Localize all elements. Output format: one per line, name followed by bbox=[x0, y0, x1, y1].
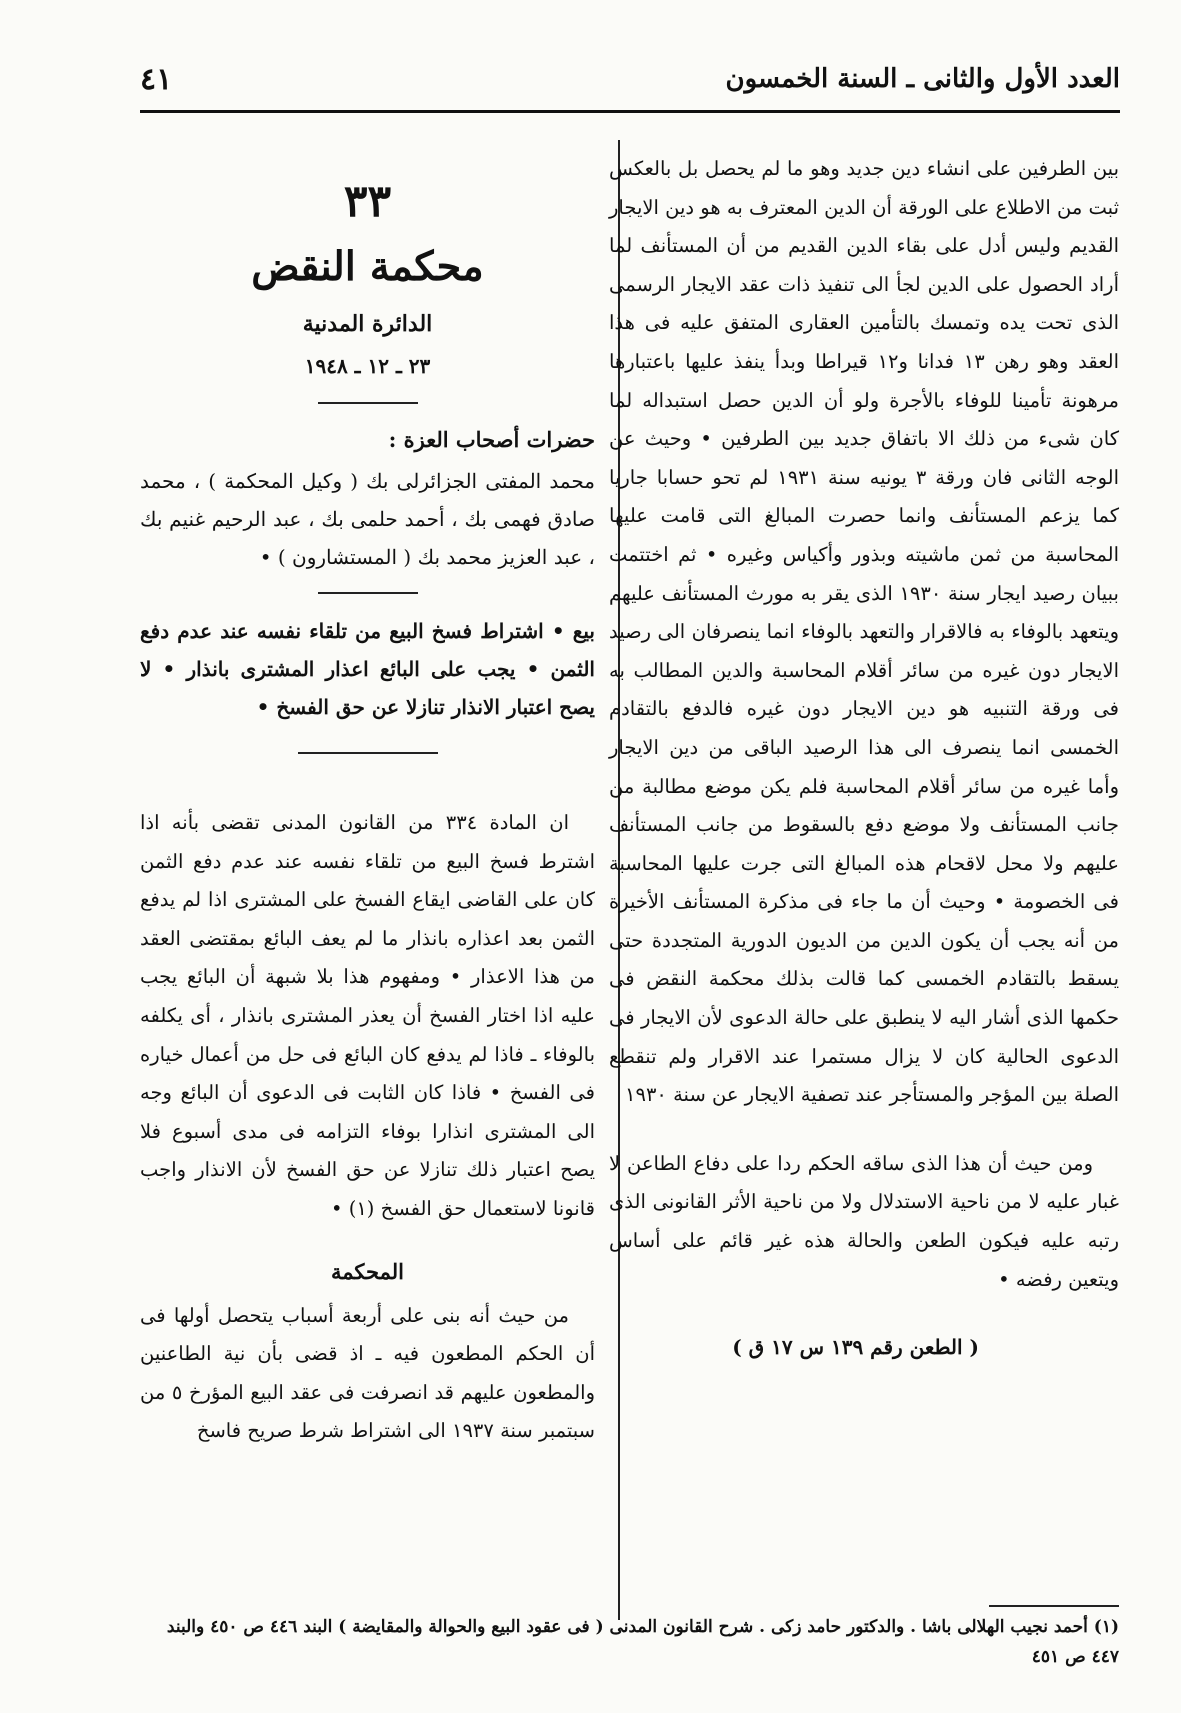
court-section-heading: المحكمة bbox=[331, 1258, 404, 1284]
right-column bbox=[609, 150, 1119, 1653]
separator-rule bbox=[318, 592, 418, 594]
journal-issue-title: العدد الأول والثانى ـ السنة الخمسون bbox=[725, 64, 1120, 94]
case-number: ٣٣ bbox=[343, 176, 392, 227]
court-circuit: الدائرة المدنية bbox=[302, 311, 433, 337]
court-name: محكمة النقض bbox=[251, 243, 484, 290]
separator-rule bbox=[318, 402, 418, 404]
court-reasoning-text: من حيث أنه بنى على أربعة أسباب يتحصل أولها فى أن الحكم المطعون فيه ـ اذ قضى بأن نية الطاعنين والمطعون عليهم قد انصرفت فى عقد البيع المؤرخ ٥ من سبتمبر سنة ١٩٣٧ الى اشتراط شرط صريح فاسخ bbox=[140, 1303, 595, 1443]
judgment-conclusion: ومن حيث أن هذا الذى ساقه الحكم ردا على دفاع الطاعن لا غبار عليه لا من ناحية الاستدلال ولا من ناحية الأثر القانونى الذى رتبه عليه فيكون الطعن والحالة هذه غير قائم على أساس ويتعين رفضه • bbox=[609, 1151, 1119, 1291]
separator-rule bbox=[298, 752, 438, 754]
decision-date: ٢٣ ـ ١٢ ـ ١٩٤٨ bbox=[304, 354, 431, 378]
footnote: (١) أحمد نجيب الهلالى باشا . والدكتور حامد زكى . شرح القانون المدنى ( فى عقود البيع والحوالة والمقايضة ) البند ٤٤٦ ص ٤٥٠ والبند ٤٤٧ ص ٤٥١ bbox=[166, 1617, 1119, 1667]
page-header bbox=[140, 62, 1120, 120]
page-number: ٤١ bbox=[140, 62, 173, 97]
header-rule bbox=[140, 110, 1120, 113]
left-column bbox=[140, 150, 595, 1653]
legal-summary: بيع • اشتراط فسخ البيع من تلقاء نفسه عند عدم دفع الثمن • يجب على البائع اعذار المشترى بانذار • لا يصح اعتبار الانذار تنازلا عن حق الفسخ • bbox=[140, 619, 595, 719]
continued-judgment-text: بين الطرفين على انشاء دين جديد وهو ما لم يحصل بل بالعكس ثبت من الاطلاع على الورقة أن الدين المعترف به هو دين الايجار القديم وليس أدل على بقاء الدين القديم من أن المستأنف لما أراد الحصول على الدين لجأ الى تنفيذ ذات عقد الايجار الرسمى الذى تحت يده وتمسك بالتأمين العقارى المتفق عليه فى هذا العقد وهو رهن ١٣ فدانا و١٢ قيراطا وبدأ ينفذ عليها باعتبارها مرهونة تأمينا للوفاء بالأجرة ولو أن الدين حصل استبداله لما كان شىء من ذلك الا باتفاق جديد بين الطرفين • وحيث عن الوجه الثانى فان ورقة ٣ يونيه سنة ١٩٣١ لم تحو حسابا جاريا كما يزعم المستأنف وانما حصرت المبالغ التى قامت عليها المحاسبة من ثمن ماشيته وبذور وأكياس وغيره • ثم اختتمت ببيان رصيد ايجار سنة ١٩٣٠ الذى يقر به مورث المستأنف عليهم ويتعهد بالوفاء به فالاقرار والتعهد بالوفاء انما ينصرفان الى رصيد الايجار دون غيره من سائر أقلام المحاسبة والدين المطالب به فى ورقة التنبيه هو دين الايجار دون غيره فالدفع بالتقادم الخمسى انما ينصرف الى هذا الرصيد الباقى من دين الايجار وأما غيره من سائر أقلام المحاسبة فلم يكن موضع مطالبة من جانب المستأنف ولا موضع دفع بالسقوط من جانب المستأنف عليهم ولا محل لاقحام هذه المبالغ التى جرت عليها المحاسبة فى الخصومة • وحيث أن ما جاء فى مذكرة المستأنف الأخيرة من أنه يجب أن يكون الدين من الديون الدورية المتجددة حتى يسقط بالتقادم الخمسى كما قالت بذلك محكمة النقض فى حكمها الذى أشار اليه لا ينطبق على حالة الدعوى لأن الايجار فى الدعوى الحالية كان لا يزال مستمرا عند الاقرار ولم تنقطع الصلة بين المؤجر والمستأجر عند تصفية الايجار عن سنة ١٩٣٠ bbox=[609, 157, 1120, 1107]
bench-members: محمد المفتى الجزائرلى بك ( وكيل المحكمة ) ، محمد صادق فهمى بك ، أحمد حلمى بك ، عبد الرحيم غنيم بك ، عبد العزيز محمد بك ( المستشارون ) • bbox=[140, 469, 595, 569]
appeal-reference: ( الطعن رقم ١٣٩ س ١٧ ق ) bbox=[732, 1335, 979, 1360]
principle-text: ان المادة ٣٣٤ من القانون المدنى تقضى بأنه اذا اشترط فسخ البيع من تلقاء نفسه عند عدم دفع الثمن كان على القاضى ايقاع الفسخ على المشترى اذا لم يدفع الثمن بعد اعذاره بانذار ما لم يعف البائع بمقتضى العقد من هذا الاعذار • ومفهوم هذا بلا شبهة أن البائع يجب عليه اذا اختار الفسخ أن يعذر المشترى بانذار ، أى يكلفه بالوفاء ـ فاذا لم يدفع كان البائع فى حل من أعمال خياره فى الفسخ • فاذا كان الثابت فى الدعوى أن البائع وجه الى المشترى انذارا بوفاء التزامه فى مدى أسبوع فلا يصح اعتبار ذلك تنازلا عن حق الفسخ لأن الانذار واجب قانونا لاستعمال حق الفسخ (١) • bbox=[140, 811, 595, 1220]
footnote-rule bbox=[989, 1605, 1119, 1607]
presided-label: حضرات أصحاب العزة : bbox=[388, 427, 595, 452]
